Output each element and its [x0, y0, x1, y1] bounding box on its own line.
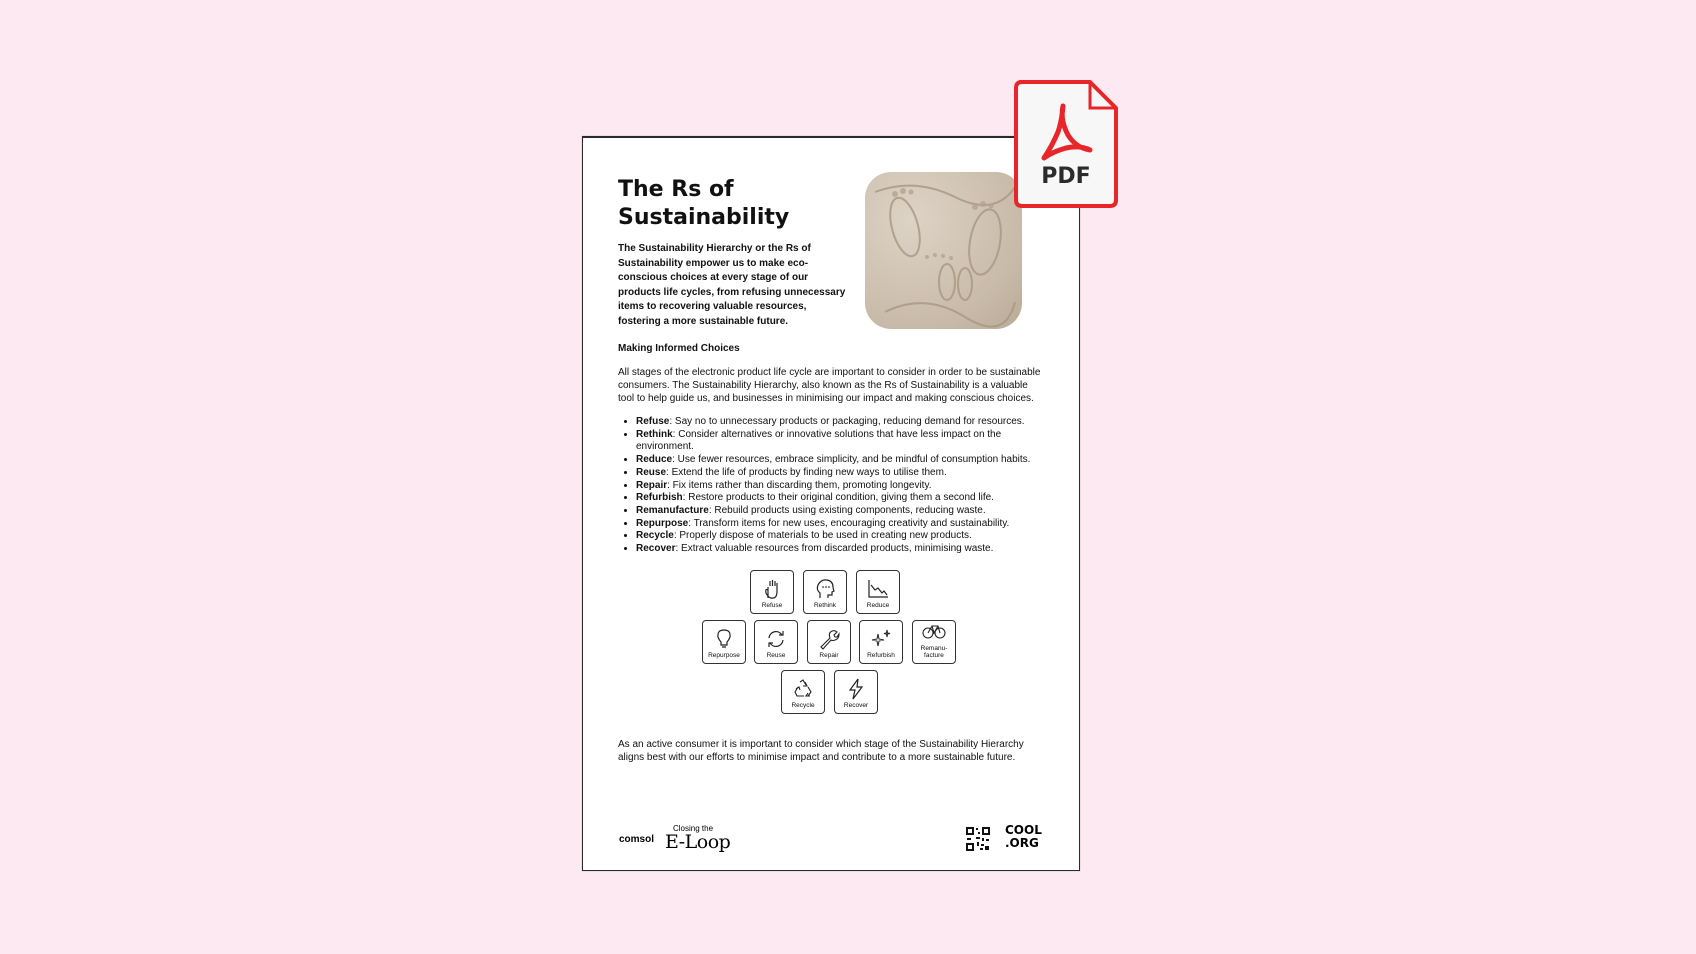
list-item: • Remanufacture: Rebuild products using existing components, reducing waste. — [636, 505, 1046, 518]
refuse-tile: Refuse — [750, 570, 794, 614]
cycle-arrows-icon — [764, 628, 788, 650]
list-item: • Rethink: Consider alternatives or innovative solutions that have less impact on the environment. — [636, 429, 1046, 454]
refurbish-tile: Refurbish — [859, 620, 903, 664]
list-item: • Repurpose: Transform items for new uses, encouraging creativity and sustainability. — [636, 518, 1046, 531]
list-item: • Repair: Fix items rather than discarding them, promoting longevity. — [636, 480, 1046, 493]
remanufacture-tile: Remanu- facture — [912, 620, 956, 664]
rs-icon-grid — [618, 570, 1048, 730]
repair-tile: Repair — [807, 620, 851, 664]
closing-paragraph: As an active consumer it is important to consider which stage of the Sustainability Hierarchy aligns best with our efforts to minimise impact and contribute to a more sustainable future. — [618, 738, 1024, 763]
qr-code-icon — [965, 826, 991, 852]
bicycle-icon — [922, 621, 946, 643]
lightning-icon — [844, 678, 868, 700]
reduce-tile: Reduce — [856, 570, 900, 614]
reuse-tile: Reuse — [754, 620, 798, 664]
hand-icon — [760, 578, 784, 600]
list-item: • Reduce: Use fewer resources, embrace simplicity, and be mindful of consumption habits. — [636, 454, 1046, 467]
intro-paragraph: All stages of the electronic product life cycle are important to consider in order to be sustainable consumers. The Sustainability Hierarchy, also known as the Rs of Sustainability is a valuable tool to help guide us, and businesses in minimising our impact and making conscious choices. — [618, 367, 1041, 404]
list-item: • Recycle: Properly dispose of materials to be used in creating new products. — [636, 530, 1046, 543]
recycle-tile: Recycle — [781, 670, 825, 714]
lead-paragraph: The Sustainability Hierarchy or the Rs of Sustainability empower us to make eco-conscious choices at every stage of our products life cycles, from refusing unnecessary items to recovering valuable resources, fostering a more sustainable future. — [618, 243, 846, 327]
recover-tile: Recover — [834, 670, 878, 714]
list-item: • Reuse: Extend the life of products by finding new ways to utilise them. — [636, 467, 1046, 480]
rethink-tile: Rethink — [803, 570, 847, 614]
rs-list — [618, 416, 1046, 556]
chart-down-icon — [866, 578, 890, 600]
section-heading: Making Informed Choices — [618, 343, 740, 354]
eloop-logo-tagline: Closing the — [673, 824, 714, 833]
wrench-icon — [817, 628, 841, 650]
eloop-logo: E-Loop — [665, 831, 731, 853]
list-item: • Refuse: Say no to unnecessary products or packaging, reducing demand for resources. — [636, 416, 1046, 429]
document-preview[interactable] — [582, 136, 1080, 871]
pdf-label: PDF — [1041, 164, 1091, 189]
head-icon — [813, 578, 837, 600]
cool-org-logo: COOL .ORG — [1005, 823, 1042, 850]
recycle-icon — [791, 678, 815, 700]
list-item: • Refurbish: Restore products to their original condition, giving them a second life. — [636, 492, 1046, 505]
sparkle-icon — [869, 628, 893, 650]
document-title: The Rs of Sustainability — [618, 177, 790, 230]
document-footer — [619, 824, 1049, 854]
list-item: • Recover: Extract valuable resources from discarded products, minimising waste. — [636, 543, 1046, 556]
lightbulb-icon — [712, 628, 736, 650]
comsol-logo: comsol — [619, 834, 655, 845]
repurpose-tile: Repurpose — [702, 620, 746, 664]
